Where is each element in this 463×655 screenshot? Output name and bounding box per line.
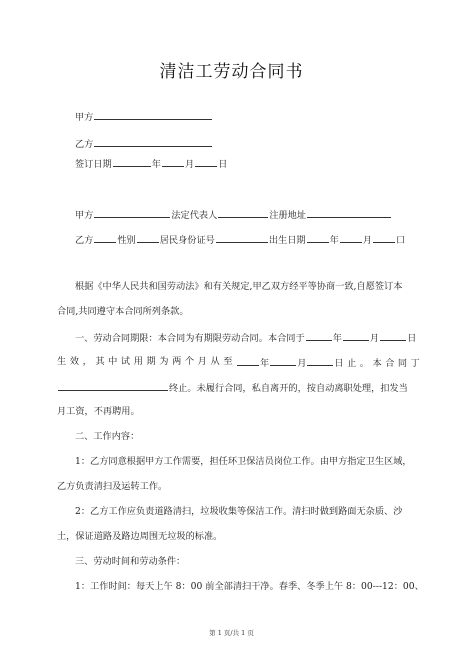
party-b-row-label: 乙方 [75,235,94,246]
section-1-line-3 [57,381,408,395]
probation-text: 生效，其中试用期为两个月从至 [57,356,237,367]
start-year-blank [306,331,332,341]
sign-year-blank [113,157,151,167]
section-1-line-4: 月工资，不再聘用。 [57,406,140,417]
intro-line-1: 根据《中华人民共和国劳动法》和有关规定,甲乙双方经平等协商一致,自愿签订本 [75,281,403,292]
id-number-blank [216,233,268,243]
probation-year-blank [237,356,259,366]
party-a-label: 甲方 [75,112,94,123]
section-2-heading: 二、工作内容： [75,431,140,442]
sign-date-field [75,157,227,171]
birth-year-label: 年 [329,235,339,246]
birth-year-blank [307,233,329,243]
party-a-name-blank [94,208,170,218]
start-month-label: 月 [369,333,380,344]
intro-line-2: 合同,共同遵守本合同所列条款。 [57,306,189,317]
party-b-field [75,137,213,151]
probation-end-text: 日止。本合同丁 [334,358,424,369]
start-month-blank [343,331,369,341]
section-1-text-a: 一、劳动合同期限：本合同为有期限劳动合同。本合同于 [75,333,305,344]
party-a-row [75,208,392,222]
start-year-label: 年 [332,333,342,344]
party-b-blank [94,137,212,147]
reg-address-blank [307,208,391,218]
section-2-item-1-line-2: 乙方负责清扫及运转工作。 [57,481,168,492]
sign-year-label: 年 [151,159,161,170]
section-1-text-c: 终止。未履行合同，私自离开的，按自动离职处理，扣发当 [169,383,408,394]
id-number-label: 居民身份证号 [159,235,215,246]
section-3-item-1: 1：工作时间：每天上午 8：00 前全部清扫干净。春季、冬季上午 8：00---12：00、 [75,581,424,592]
gender-blank [137,233,159,243]
section-1-line-2 [57,356,424,370]
sign-day-label: 日 [218,159,228,170]
birth-day-blank [373,233,395,243]
party-a-field [75,110,213,124]
party-b-label: 乙方 [75,139,94,150]
birth-month-label: 月 [362,235,372,246]
section-3-heading: 三、劳动时间和劳动条件： [75,556,186,567]
party-a-blank [94,110,212,120]
probation-day-blank [307,356,333,366]
section-2-item-2-line-1: 2：乙方工作应负责道路清扫，垃圾收集等保洁工作。清扫时做到路面无杂质、沙 [75,506,403,517]
probation-month-label: 月 [297,358,307,369]
birth-date-label: 出生日期 [268,235,306,246]
end-date-blank [58,381,168,391]
probation-month-blank [270,356,296,366]
birth-month-blank [340,233,362,243]
reg-address-label: 注册地址 [269,210,307,221]
party-b-row [75,233,405,247]
legal-rep-label: 法定代表人 [171,210,218,221]
legal-rep-blank [218,208,268,218]
start-day-blank [380,331,406,341]
document-title: 清洁工劳动合同书 [159,62,304,82]
party-a-row-label: 甲方 [75,210,94,221]
sign-date-label: 签订日期 [75,159,112,170]
start-day-label: 日 [407,333,417,344]
section-1-line-1 [75,331,416,345]
party-b-name-blank [94,233,116,243]
sign-month-blank [162,157,184,167]
gender-label: 性别 [117,235,136,246]
page-footer: 第 1 页/共 1 页 [209,629,254,637]
birth-day-label: 口 [396,235,406,246]
sign-day-blank [195,157,217,167]
probation-year-label: 年 [260,358,270,369]
section-2-item-1-line-1: 1：乙方同意根据甲方工作需要，担任环卫保洁员岗位工作。由甲方指定卫生区域， [75,456,412,467]
sign-month-label: 月 [184,159,195,170]
section-2-item-2-line-2: 土，保证道路及路边周围无垃圾的标准。 [57,531,223,542]
